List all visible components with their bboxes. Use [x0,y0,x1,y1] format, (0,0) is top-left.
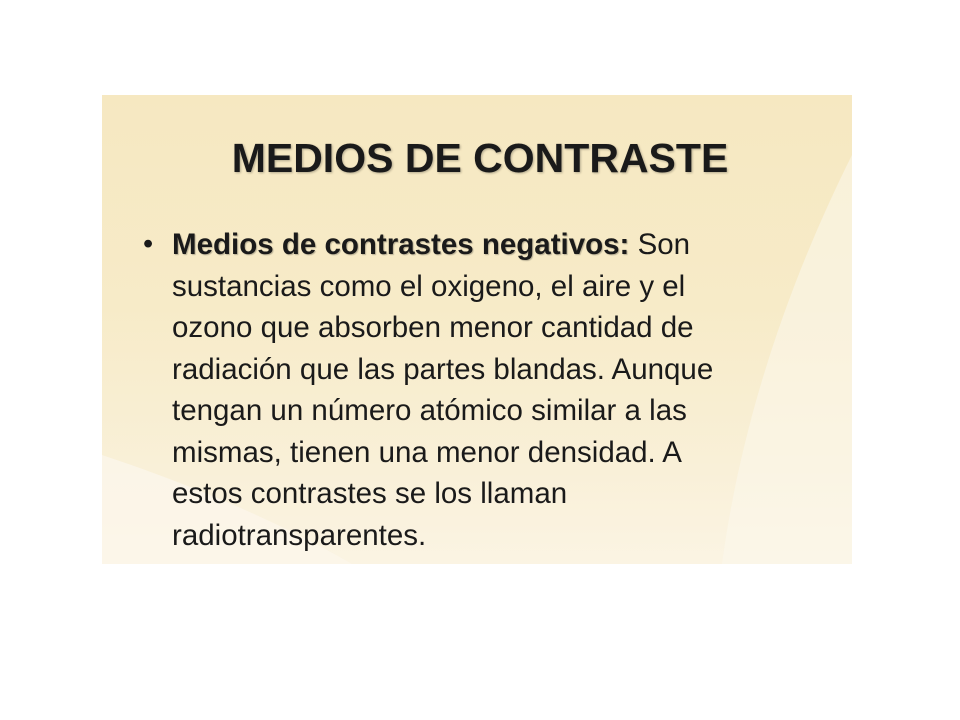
bullet-marker: • [143,228,154,260]
bullet-line: radiación que las partes blandas. Aunque [172,352,714,386]
bullet-line: radiotransparentes. [172,518,427,552]
bullet-paragraph [172,224,812,556]
bullet-line: estos contrastes se los llaman [172,477,568,510]
bullet-term: Medios de contrastes negativos: [172,228,630,261]
bullet-line: ozono que absorben menor cantidad de [172,311,694,344]
bullet-item [143,224,823,556]
bullet-first-line-rest: Son [629,228,691,261]
bullet-line: mismas, tienen una menor densidad. A [172,435,682,469]
bullet-line: tengan un número atómico similar a las [172,394,687,427]
slide-title: MEDIOS DE CONTRASTE [231,135,729,181]
bullet-line-first [172,224,812,266]
bullet-line: sustancias como el oxigeno, el aire y el [172,269,686,303]
